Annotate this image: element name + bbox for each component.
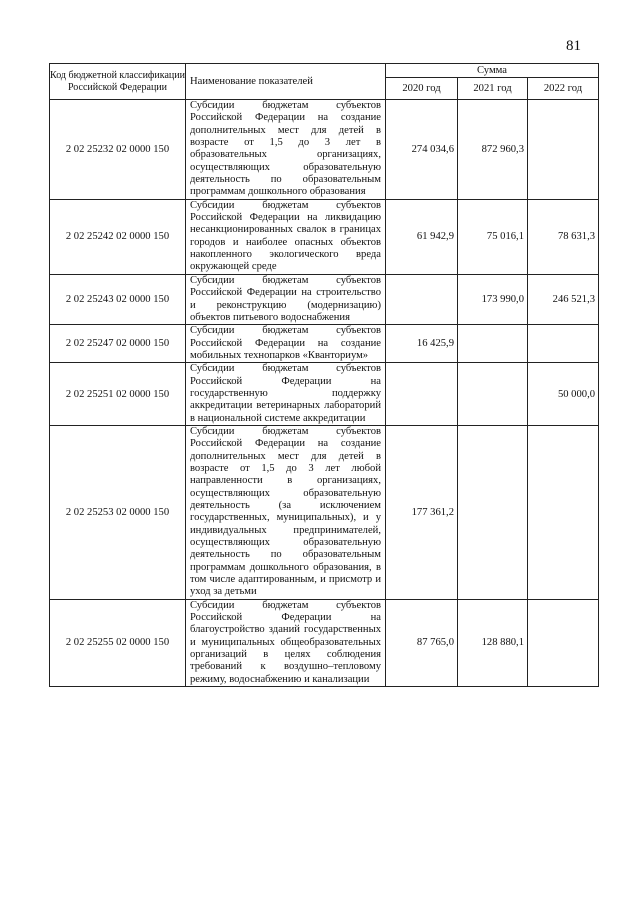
- row-name: Субсидии бюджетам субъектов Российской Федерации на создание дополнительных мест для детей в возрасте от 1,5 до 3 лет любой направленности в организациях, осуществляющих образовательную деятельность (за исключением государственных, муниципальных), и у индивидуальных предпринимателей, осуществляющих образовательную деятельность по образовательным программам дошкольного образования, в том числе адаптированным, и присмотр и уход за детьми: [186, 425, 386, 599]
- row-value-2022: [528, 100, 599, 200]
- row-code: 2 02 25255 02 0000 150: [50, 599, 186, 686]
- row-value-2020: 274 034,6: [386, 100, 458, 200]
- row-value-2020: 87 765,0: [386, 599, 458, 686]
- table-row: [50, 199, 599, 274]
- row-name: Субсидии бюджетам субъектов Российской Федерации на государственную поддержку аккредитации ветеринарных лабораторий в национальной системе аккредитации: [186, 363, 386, 426]
- header-year-2021: 2021 год: [458, 78, 528, 100]
- row-value-2020: 16 425,9: [386, 325, 458, 363]
- row-name: Субсидии бюджетам субъектов Российской Федерации на создание дополнительных мест для детей в возрасте от 1,5 до 3 лет в образовательных организациях, осуществляющих образовательную деятельность по образовательным программам дошкольного образования: [186, 100, 386, 200]
- row-value-2020: [386, 363, 458, 426]
- row-value-2022: [528, 325, 599, 363]
- row-value-2020: 177 361,2: [386, 425, 458, 599]
- row-value-2021: 173 990,0: [458, 274, 528, 324]
- row-value-2021: [458, 325, 528, 363]
- header-year-2020: 2020 год: [386, 78, 458, 100]
- row-code: 2 02 25251 02 0000 150: [50, 363, 186, 426]
- row-value-2022: [528, 425, 599, 599]
- header-sum-column: Сумма: [386, 64, 599, 78]
- table-row: [50, 425, 599, 599]
- table-row: [50, 100, 599, 200]
- row-name: Субсидии бюджетам субъектов Российской Федерации на благоустройство зданий государственных и муниципальных общеобразовательных организаций в целях соблюдения требований к воздушно–тепловому режиму, водоснабжению и канализации: [186, 599, 386, 686]
- table-row: [50, 274, 599, 324]
- row-value-2021: [458, 363, 528, 426]
- table-row: [50, 325, 599, 363]
- row-value-2021: 75 016,1: [458, 199, 528, 274]
- row-code: 2 02 25242 02 0000 150: [50, 199, 186, 274]
- row-value-2021: 872 960,3: [458, 100, 528, 200]
- header-year-2022: 2022 год: [528, 78, 599, 100]
- row-value-2020: [386, 274, 458, 324]
- row-code: 2 02 25243 02 0000 150: [50, 274, 186, 324]
- row-value-2021: 128 880,1: [458, 599, 528, 686]
- header-code-column: Код бюджетной классификации Российской Федерации: [50, 64, 186, 100]
- row-code: 2 02 25247 02 0000 150: [50, 325, 186, 363]
- header-name-column: Наименование показателей: [186, 64, 386, 100]
- row-code: 2 02 25232 02 0000 150: [50, 100, 186, 200]
- table-row: [50, 599, 599, 686]
- row-code: 2 02 25253 02 0000 150: [50, 425, 186, 599]
- row-value-2020: 61 942,9: [386, 199, 458, 274]
- row-name: Субсидии бюджетам субъектов Российской Федерации на создание мобильных технопарков «Кванториум»: [186, 325, 386, 363]
- page-number: 81: [566, 38, 581, 54]
- row-value-2022: [528, 599, 599, 686]
- row-value-2022: 78 631,3: [528, 199, 599, 274]
- budget-table: [49, 63, 599, 687]
- row-name: Субсидии бюджетам субъектов Российской Федерации на строительство и реконструкцию (модернизацию) объектов питьевого водоснабжения: [186, 274, 386, 324]
- row-name: Субсидии бюджетам субъектов Российской Федерации на ликвидацию несанкционированных свалок в границах городов и наиболее опасных объектов накопленного экологического вреда окружающей среде: [186, 199, 386, 274]
- row-value-2021: [458, 425, 528, 599]
- row-value-2022: 50 000,0: [528, 363, 599, 426]
- table-row: [50, 363, 599, 426]
- row-value-2022: 246 521,3: [528, 274, 599, 324]
